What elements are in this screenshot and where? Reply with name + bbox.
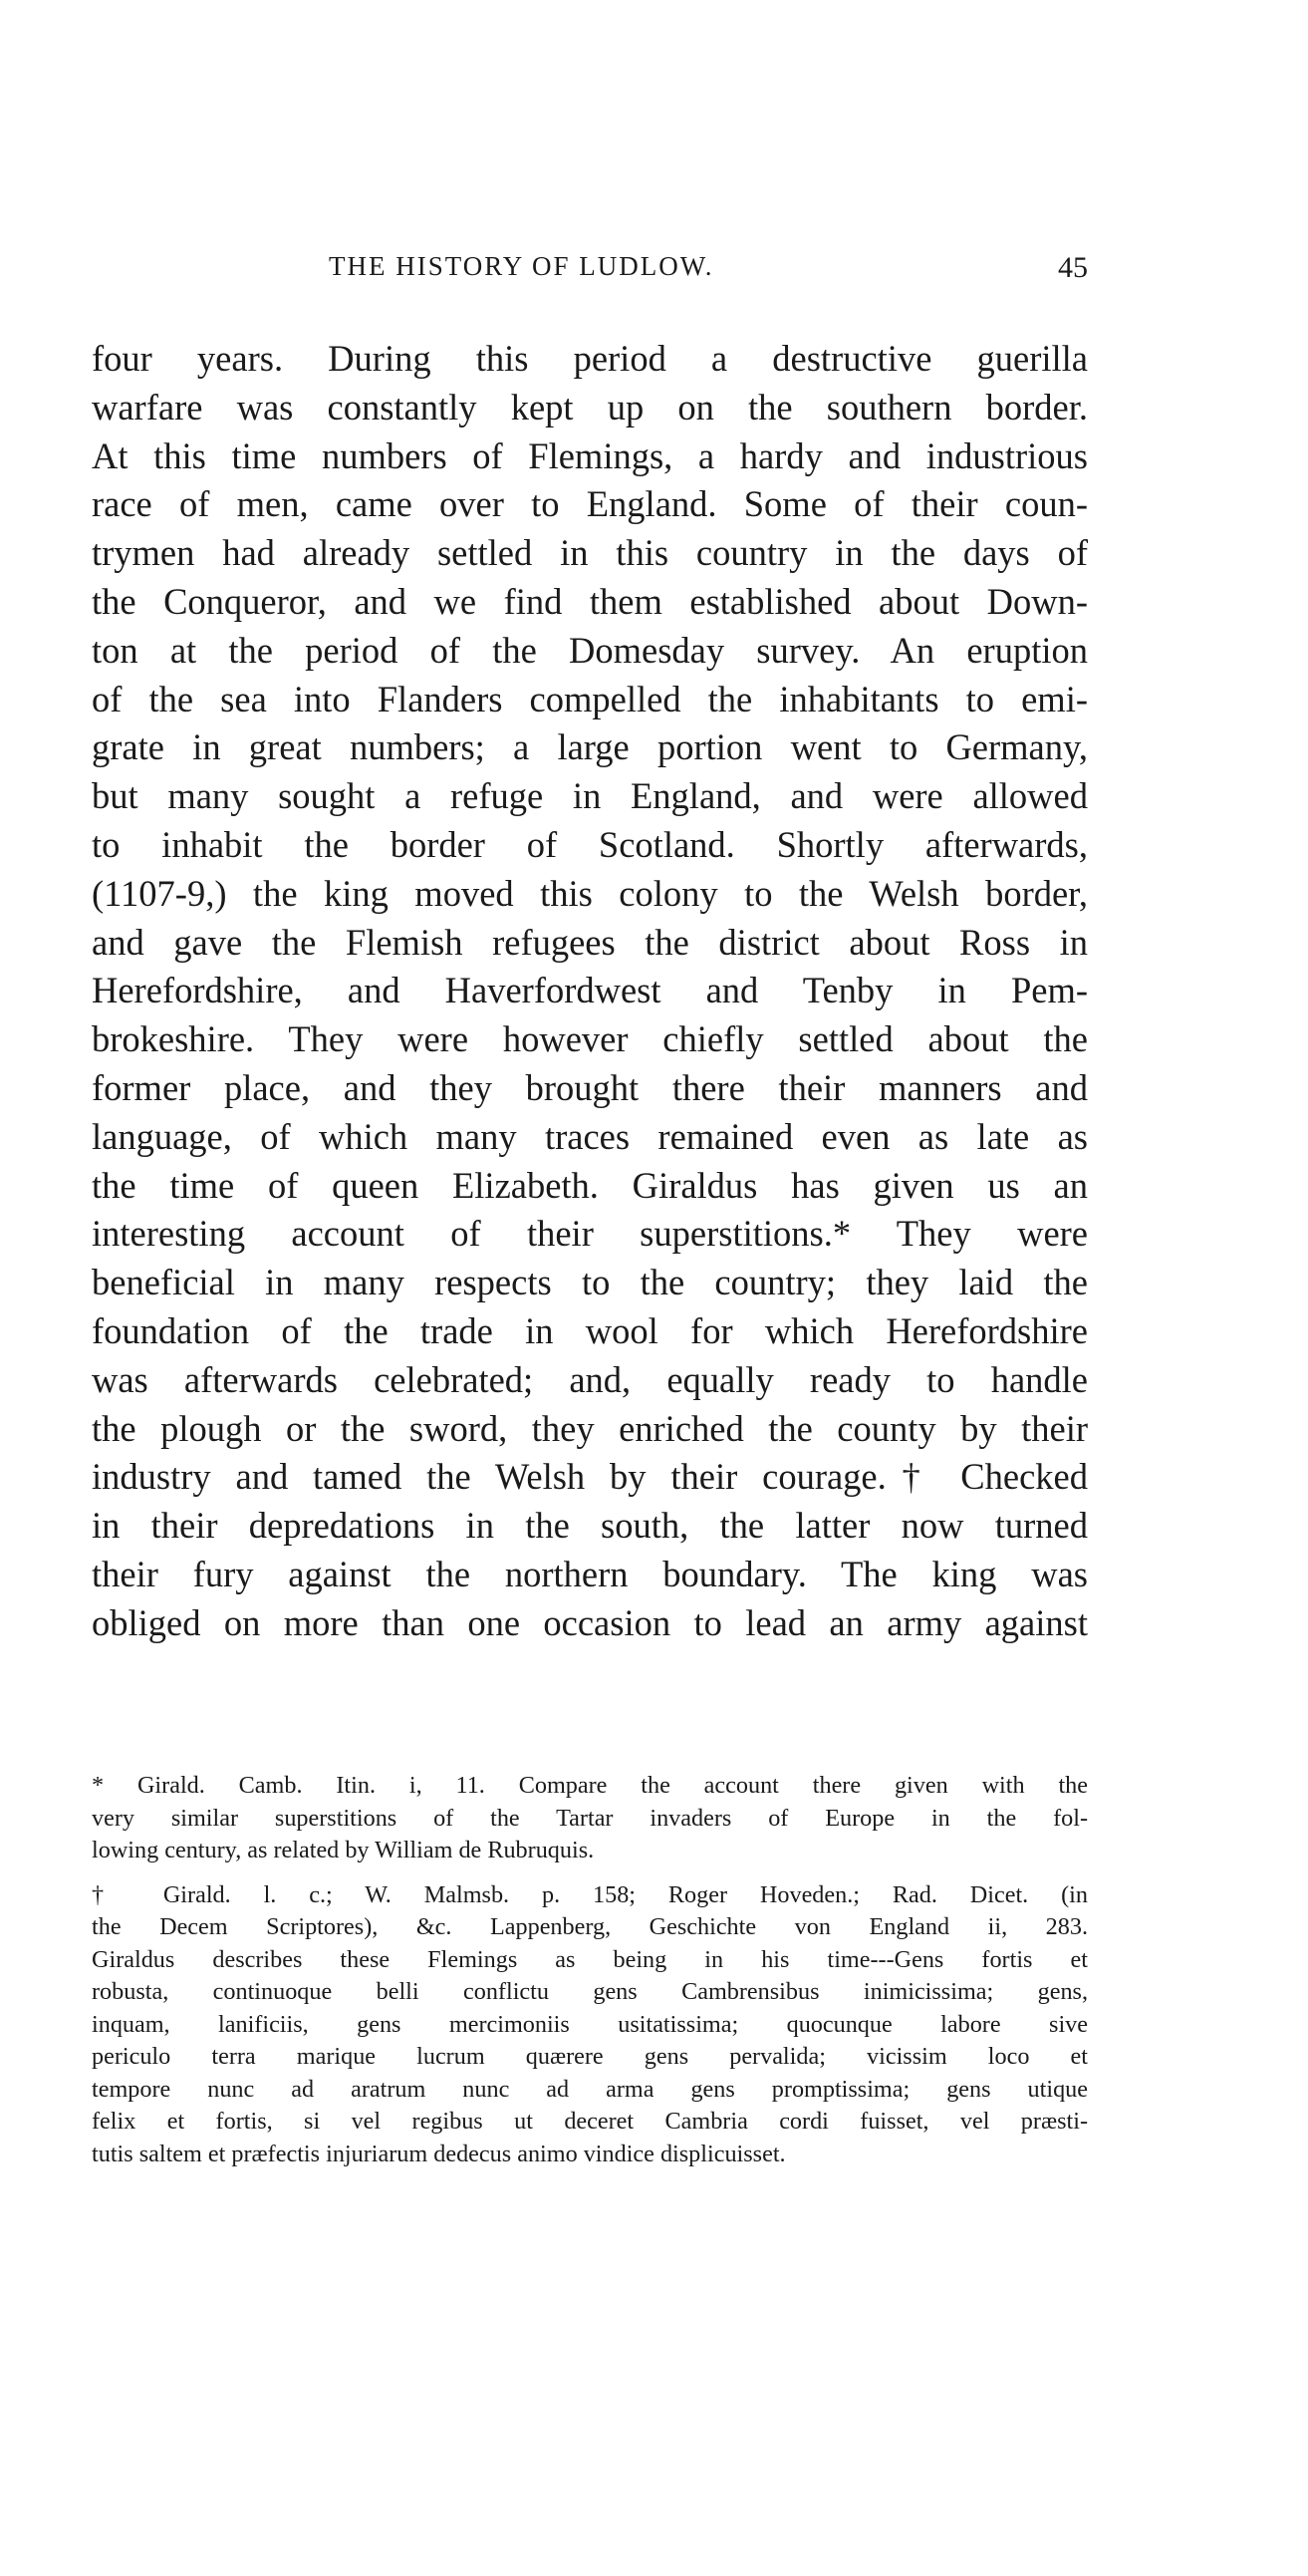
body-line: beneficial in many respects to the country; they laid the <box>92 1262 1088 1303</box>
body-line: to inhabit the border of Scotland. Shortly afterwards, <box>92 823 1088 865</box>
body-line: (1107-9,) the king moved this colony to the Welsh border, <box>92 872 1088 914</box>
body-line: grate in great numbers; a large portion went to Germany, <box>92 726 1088 768</box>
footnote-line: felix et fortis, si vel regibus ut deceret Cambria cordi fuisset, vel præsti- <box>92 2108 1088 2135</box>
body-line: foundation of the trade in wool for which Herefordshire <box>92 1309 1088 1351</box>
body-line: the Conqueror, and we find them established about Down- <box>92 580 1088 622</box>
body-line: obliged on more than one occasion to lead an army against <box>92 1601 1088 1643</box>
body-line: trymen had already settled in this country in the days of <box>92 532 1088 574</box>
body-line: but many sought a refuge in England, and were allowed <box>92 775 1088 817</box>
body-line: of the sea into Flanders compelled the inhabitants to emi- <box>92 678 1088 719</box>
running-head <box>92 251 1088 291</box>
page-number: 45 <box>1058 251 1088 284</box>
body-line: four years. During this period a destructive guerilla <box>92 338 1088 379</box>
body-text <box>92 335 1088 1648</box>
body-line: the time of queen Elizabeth. Giraldus has given us an <box>92 1164 1088 1206</box>
body-line: was afterwards celebrated; and, equally ready to handle <box>92 1358 1088 1400</box>
footnote-line: very similar superstitions of the Tartar invaders of Europe in the fol- <box>92 1804 1088 1832</box>
body-line: Herefordshire, and Haverfordwest and Tenby in Pem- <box>92 970 1088 1011</box>
body-line: language, of which many traces remained even as late as <box>92 1115 1088 1157</box>
body-line: their fury against the northern boundary. The king was <box>92 1553 1088 1594</box>
body-line: warfare was constantly kept up on the southern border. <box>92 386 1088 428</box>
body-line: ton at the period of the Domesday survey. An eruption <box>92 629 1088 671</box>
footnote-girald-lc <box>92 1879 1088 2171</box>
body-line: interesting account of their superstitions.* They were <box>92 1213 1088 1255</box>
footnote-line: lowing century, as related by William de Rubruquis. <box>92 1837 595 1863</box>
footnote-line: tutis saltem et præfectis injuriarum dedecus animo vindice displicuisset. <box>92 2140 786 2167</box>
body-line: industry and tamed the Welsh by their courage.† Checked <box>92 1456 1088 1498</box>
footnote-line: inquam, lanificiis, gens mercimoniis usitatissima; quocunque labore sive <box>92 2010 1088 2038</box>
footnote-line: * Girald. Camb. Itin. i, 11. Compare the account there given with the <box>92 1772 1088 1799</box>
body-line: brokeshire. They were however chiefly settled about the <box>92 1018 1088 1060</box>
footnote-line: periculo terra marique lucrum quærere gens pervalida; vicissim loco et <box>92 2043 1088 2070</box>
footnote-line: the Decem Scriptores), &c. Lappenberg, Geschichte von England ii, 283. <box>92 1913 1088 1940</box>
body-line: race of men, came over to England. Some of their coun- <box>92 483 1088 525</box>
footnote-line: Giraldus describes these Flemings as being in his time---Gens fortis et <box>92 1945 1088 1973</box>
body-line: the plough or the sword, they enriched the county by their <box>92 1407 1088 1449</box>
footnote-line: † Girald. l. c.; W. Malmsb. p. 158; Roger Hoveden.; Rad. Dicet. (in <box>92 1880 1088 1908</box>
body-line: in their depredations in the south, the latter now turned <box>92 1505 1088 1547</box>
footnotes <box>92 1770 1088 2182</box>
body-line: former place, and they brought there their manners and <box>92 1066 1088 1108</box>
footnote-line: robusta, continuoque belli conflictu gens Cambrensibus inimicissima; gens, <box>92 1978 1088 2005</box>
body-line: At this time numbers of Flemings, a hardy and industrious <box>92 434 1088 476</box>
footnote-girald-camb <box>92 1770 1088 1867</box>
running-title: THE HISTORY OF LUDLOW. <box>329 251 714 281</box>
body-line: and gave the Flemish refugees the district about Ross in <box>92 921 1088 963</box>
footnote-line: tempore nunc ad aratrum nunc ad arma gens promptissima; gens utique <box>92 2075 1088 2103</box>
